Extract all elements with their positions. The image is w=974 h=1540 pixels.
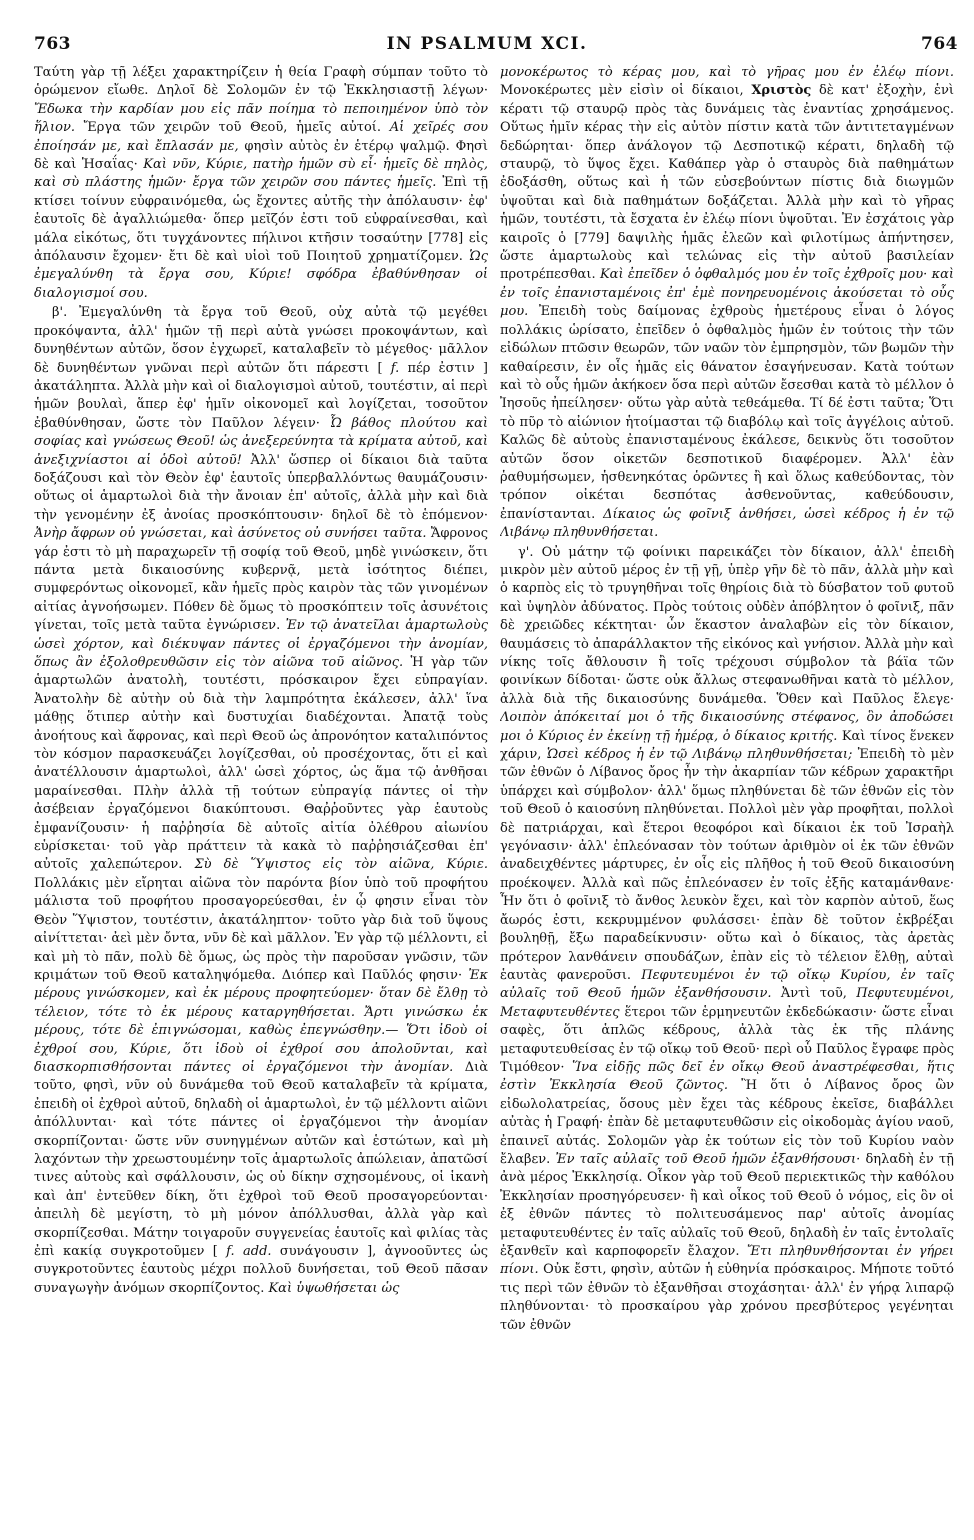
quotation-text: Ὡσεὶ κέδρος ἡ ἐν τῷ Λιβάνῳ πληθυνθήσεται; (546, 747, 853, 763)
page-header (0, 0, 974, 52)
quotation-text: Πεφυτευμένοι ἐν τῷ οἴκῳ Κυρίου, ἐν ταῖς αὐλαῖς τοῦ Θεοῦ ἡμῶν ἐξανθήσουσιν. (500, 967, 954, 1002)
quotation-text: Πεφυτευμένοι, Μεταφυτευθέντες (500, 986, 954, 1020)
body-text: ἕτεροι τῶν ἑρμηνευτῶν ἐκδεδώκασιν· ὥστε εἶναι σαφὲς, ὅτι ἁπλῶς κέδρους, ἀλλὰ τὰς ἐκ τῆς πλάνης μεταφυτευθείσας ἐν τῷ οἴκῳ τοῦ Θεοῦ· περὶ οὗ Παῦλος ἔγραφε πρὸς Τιμόθεον· (500, 1004, 954, 1075)
quotation-text: f. (390, 360, 400, 376)
body-text: γ'. Οὐ μάτην τῷ φοίνικι παρεικάζει τὸν δίκαιον, ἀλλ' ἐπειδὴ μικρὸν μὲν αὐτοῦ μέρος ἐν τῇ γῇ, ὑπὲρ γῆν δὲ τὸ πᾶν, ἀλλὰ μὴν καὶ ὁ καρπὸς εἰς τὸ τρυγηθῆναι τοῖς θηρίοις διὰ τὸ δύσβατον τοῦ φυτοῦ καὶ ὑψηλὸν ἀδύνατος. Πρὸς τούτοις οὐδὲν ἀπόβλητον ὁ φοῖνιξ, πᾶν δὲ χρειῶδες κέκτηται· ὧν ἕκαστον ἀναλαβὼν εἰς τὸν δίκαιον, θαυμάσεις τὸ ἀπαράλλακτον τῆς εἰκόνος καὶ γνήσιον. Ἀλλὰ μὴν καὶ νίκης τοῖς ἄθλουσιν ἢ τοῖς τρέχουσι σύμβολον τὰ βάϊα τῶν φοινίκων δίδοται· ὥστε οὐκ ἄλλως στεφανωθῆναι κατὰ τὸ μέλλον, ἀλλὰ διὰ τῆς δικαιοσύνης δυνάμεθα. Ὅθεν καὶ Παῦλος ἔλεγε· (500, 544, 954, 707)
body-text: φησὶν αὐτὸς ἐν ἑτέρῳ ψαλμῷ. Φησὶ δὲ καὶ Ἡσαΐας· (34, 138, 488, 173)
body-text: Ταύτη γὰρ τῇ λέξει χαρακτηρίζειν ἡ θεία Γραφὴ σύμπαν τοῦτο τὸ ὁρώμενον εἴωθε. Δηλοῖ δὲ Σολομῶν ἐν τῷ Ἐκκλησιαστῇ λέγων· (34, 65, 488, 99)
quotation-text: Ἔτι πληθυνθήσονται ἐν γήρει πίονι. (500, 1244, 954, 1278)
right-page-number: 764 (921, 34, 958, 54)
body-text: Διὰ τοῦτο, φησὶ, νῦν οὐ δυνάμεθα τοῦ Θεοῦ καταλαβεῖν τὰ κρίματα, ἐπειδὴ οἱ ἐχθροὶ αὐτοῦ, δηλαδὴ οἱ ἁμαρτωλοὶ, ἐν τῷ μέλλοντι αἰῶνι ἀπόλλυνται· καὶ τότε πάντες οἱ ἐργαζόμενοι τὴν ἀνομίαν σκορπίζονται· ὥστε νῦν συνηγμένων αὐτῶν καὶ ἑστώτων, καὶ μὴ λαχόντων τὴν χρεωστουμένην τοῖς ἁμαρτωλοῖς ἀπώλειαν, ἀπατῶσί τινες αὐτοὺς καὶ σφάλλουσιν, ὡς οὐ δίκην σχησομένους, οἱ ἱκανὴ καὶ ἀπ' ἐντεῦθεν δίκη, ὅτι ἐχθροὶ τοῦ Θεοῦ προσαγορεύονται· ἀπειλὴ δὲ μεγίστη, τὸ μὴ μόνον ἀπόλλυσθαι, ἀλλὰ γὰρ καὶ σκορπίζεσθαι. Μάτην τοιγαροῦν συγγενείας ἑαυτοῖς καὶ φιλίας τὰς ἐπὶ κακίᾳ συγκροτοῦμεν [ (34, 1059, 488, 1259)
body-text: Οὐκ ἔστι, φησὶν, αὐτῶν ἡ εὐθηνία πρόσκαιρος. Μήποτε τοῦτό τις περὶ τῶν ἐθνῶν τὸ ἐξανθῆσαι στοχάσηται· ἀλλ' ἐν γήρᾳ λιπαρῷ πληθύνονται· τὸ προσκαίρου γὰρ χρόνου πρεσβύτερος γεγένηται τῶν ἐθνῶν (500, 1262, 954, 1333)
paragraph (34, 64, 488, 303)
quotation-text: Ὡς ἐμεγαλύνθη τὰ ἔργα σου, Κύριε! σφόδρα ἐβαθύνθησαν οἱ διαλογισμοί σου. (34, 249, 488, 301)
quotation-text: Δίκαιος ὡς φοῖνιξ ἀνθήσει, ὡσεὶ κέδρος ἡ ἐν τῷ Λιβάνῳ πληθυνθήσεται. (500, 506, 954, 541)
quotation-text: Σὺ δὲ Ὕψιστος εἰς τὸν αἰῶνα, Κύριε. (194, 857, 488, 873)
body-text: Μονοκέρωτες μὲν εἰσὶν οἱ δίκαιοι, (500, 83, 752, 99)
body-text: Καὶ τίνος ἕνεκεν χάριν, (500, 728, 954, 763)
quotation-text: Αἱ χεῖρές σου ἐποίησάν με, καὶ ἔπλασάν με, (34, 120, 488, 154)
quotation-text: Ἀνὴρ ἄφρων οὐ γνώσεται, καὶ ἀσύνετος οὐ συνήσει ταῦτα. (34, 526, 427, 542)
quotation-text: Ἔδωκα τὴν καρδίαν μου εἰς πᾶν ποίημα τὸ πεποιημένον ὑπὸ τὸν ἥλιον. (34, 101, 488, 136)
quotation-text: Ἵνα εἰδῇς πῶς δεῖ ἐν οἴκῳ Θεοῦ ἀναστρέφεσθαι, ἥτις ἐστὶν Ἐκκλησία Θεοῦ ζῶντος. (500, 1059, 954, 1094)
quotation-text: Καὶ νῦν, Κύριε, πατὴρ ἡμῶν σὺ εἶ· ἡμεῖς δὲ πηλὸς, καὶ σὺ πλάστης ἡμῶν· ἔργα τῶν χειρῶν σου πάντες ἡμεῖς. (34, 157, 488, 191)
body-text: δὲ κατ' ἐξοχὴν, ἑνὶ κέρατι τῷ σταυρῷ πρὸς τὰς δυνάμεις τὰς ἐναντίας χρησάμενος. Οὕτως ἡμῖν κέρας τὴν εἰς αὐτὸν πίστιν κατὰ τῶν ἀντιτεταγμένων δεδώρηται· ὅπερ ἀνάλογον τῷ Δεσποτικῷ κέρατι, δηλαδὴ τῷ σταυρῷ, τὸ ὕψος ἔχει. Καθάπερ γὰρ ὁ σταυρὸς διὰ παθημάτων ἐδοξάσθη, οὕτως καὶ ἡ τῶν εὐσεβούντων πίστις διὰ διωγμῶν ὑψοῦται καὶ διὰ παθημάτων δοξάζεται. Ἀλλὰ μὴν καὶ τὸ γῆρας ἡμῶν, τουτέστι, τὰ ἔσχατα ἐν ἐλέῳ πίονι ὑψοῦται. Ἐν ἐσχάτοις γὰρ καιροῖς ὁ [779] δαψιλὴς ἡμᾶς ἐλεῶν καὶ φιλοτίμως ἀπήντησεν, ὥστε ἁμαρτωλοὺς καὶ τελώνας εἰς τὴν αὐτοῦ βασιλείαν προτρέπεσθαι. (500, 83, 954, 283)
body-text: Ἀλλ' ὥσπερ οἱ δίκαιοι διὰ ταῦτα δοξάζουσι καὶ τὸν Θεὸν ἐφ' ἑαυτοῖς ὑπερβαλλόντως θαυμάζουσιν· οὕτως οἱ ἁμαρτωλοὶ διὰ τὴν ἄνοιαν ἐπ' αὐτοῖς, ἀλλὰ μὴν καὶ διὰ τὴν γενομένην ἐξ ἀνοίας προσκόπτουσιν· δηλοῖ δὲ τὸ ἑπόμενον· (34, 452, 488, 523)
quotation-text: f. add. (226, 1244, 272, 1259)
quotation-text: Ὦ βάθος πλούτου καὶ σοφίας καὶ γνώσεως Θεοῦ! ὡς ἀνεξερεύνητα τὰ κρίματα αὐτοῦ, καὶ ἀνεξιχνίαστοι αἱ ὁδοὶ αὐτοῦ! (34, 415, 488, 468)
quotation-text: μονοκέρωτος τὸ κέρας μου, καὶ τὸ γῆρας μου ἐν ἐλέῳ πίονι. (500, 65, 954, 80)
running-title: IN PSALMUM XCI. (386, 34, 588, 54)
right-text-column (500, 64, 954, 1534)
body-text: Ἀντὶ τοῦ, (771, 986, 857, 1002)
emphasis-text: Χριστὸς (751, 83, 812, 99)
body-text: Πολλάκις μὲν εἴρηται αἰῶνα τὸν παρόντα βίον ὑπὸ τοῦ προφήτου μάλιστα τοῦ προφήτου προσαγορεύεσθαι, ἐν ᾧ φησιν εἶναι τὸν Θεὸν Ὕψιστον, τουτέστιν, ἀκατάληπτον· τοῦτο γὰρ διὰ τοῦ ὕψους αἰνίττεται· ἀεὶ μὲν ὄντα, νῦν δὲ καὶ μᾶλλον. Ἐν γὰρ τῷ μέλλοντι, εἰ καὶ μὴ τὸ πᾶν, πολὺ δὲ ὅμως, ὡς πρὸς τὴν παροῦσαν γνῶσιν, τῶν κριμάτων τοῦ Θεοῦ καταληψόμεθα. Διόπερ καὶ Παῦλός φησιν· (34, 875, 488, 983)
left-text-column (34, 64, 488, 1534)
body-text: β'. Ἐμεγαλύνθη τὰ ἔργα τοῦ Θεοῦ, οὐχ αὐτὰ τῷ μεγέθει προκόψαντα, ἀλλ' ἡμῶν τῇ περὶ αὐτὰ γνώσει προκοψάντων, καὶ δυνηθέντων αὐτῶν, ὅσον ἐγχωρεῖ, καταλαβεῖν τὸ μέγεθος· μᾶλλον δὲ δυνηθέντων γνῶναι περὶ αὐτῶν ὅτι πάρεστι [ (34, 305, 488, 376)
quotation-text: Ἄρτι γινώσκω ἐκ μέρους, τότε δὲ ἐπιγνώσομαι, καθὼς ἐπεγνώσθην. (34, 1004, 488, 1039)
quotation-text: Καὶ ἐπεῖδεν ὁ ὀφθαλμός μου ἐν τοῖς ἐχθροῖς μου· καὶ ἐν τοῖς ἐπανισταμένοις ἐπ' ἐμὲ πονηρευομένοις ἀκούσεται τὸ οὖς μου. (500, 267, 954, 320)
body-text: Ἐπειδὴ τοὺς δαίμονας ἐχθροὺς ἡμετέρους εἶναι ὁ λόγος πολλάκις ὡρίσατο, ἐπεῖδεν ὁ ὀφθαλμὸς ἡμῶν ἐν τούτοις τὴν τῶν εἰδώλων πτῶσιν θεωρῶν, τῶν ναῶν τὸν ἐμπρησμὸν, τῶν βωμῶν τὴν καθαίρεσιν, ἐν οἷς ἡμᾶς εἰς θάνατον ἐσαγήνευσαν. Κατὰ τούτων καὶ τὸ οὖς ἡμῶν ἀκήκοεν ὅσα περὶ αὐτῶν ἔσεσθαι κατὰ τὸ μέλλον ὁ Ἰησοῦς ἠπείλησεν· οὕτω γὰρ αὐτὰ τεθεάμεθα. Τί δέ ἐστι ταῦτα; Ὅτι τὸ πῦρ τὸ αἰώνιον ἡτοίμασται τῷ διαβόλῳ καὶ τοῖς ἀγγέλοις αὐτοῦ. Καλῶς δὲ αὐτοὺς ἐπανισταμένους ἐκάλεσε, δεικνὺς ὅτι τοσοῦτον αὐτῶν ὅσον οἰκετῶν δεσποτικοῦ διαφέρομεν. Ἀλλ' ἐὰν ῥαθυμήσωμεν, ἡσθενηκότας ὁρῶντες ἢ καὶ ὅλως καθεύδοντας, τὸν τρόπον οἰκέται δεσπότας ἀσθενοῦντας, καθεύδουσιν, ἐπανίστανται. (500, 304, 954, 522)
body-text: δηλαδὴ ἐν τῇ ἀνὰ μέρος Ἐκκλησίᾳ. Οἶκον γὰρ τοῦ Θεοῦ περιεκτικῶς τὴν καθόλου Ἐκκλησίαν προσηγόρευσεν· ἢ καὶ οἶκος τοῦ Θεοῦ ὁ νόμος, εἰς ὃν οἱ ἐξ ἐθνῶν πάντες τὸ πολιτευσάμενος παρ' αὐτοῖς ἀνομίας μεταφυτευθέντες ἐν ταῖς αὐλαῖς τοῦ Θεοῦ, δηλαδὴ ἐν ταῖς ἐντολαῖς ἐξανθεῖν καὶ καρποφορεῖν ἔλαχον. (500, 1151, 954, 1259)
body-text: — (385, 1023, 407, 1039)
body-text (355, 1005, 365, 1020)
quotation-text: Ἐν τῷ ἀνατεῖλαι ἁμαρτωλοὺς ὡσεὶ χόρτον, καὶ διέκυψαν πάντες οἱ ἐργαζόμενοι τὴν ἀνομίαν, ὅπως ἂν ἐξολοθρευθῶσιν εἰς τὸν αἰῶνα τοῦ αἰῶνος. (34, 618, 488, 670)
body-text: πέρ ἐστιν ] ἀκατάληπτα. Ἀλλὰ μὴν καὶ οἱ διαλογισμοὶ αὐτοῦ, τουτέστιν, αἱ περὶ ἡμῶν βουλαὶ, ἅπερ ἐφ' ἡμῖν οἰκονομεῖ καὶ λογίζεται, τοσοῦτον ἐβαθύνθησαν, ὥστε τὸν Παῦλον λέγειν· (34, 360, 488, 431)
left-page-number: 763 (34, 34, 71, 54)
body-text: Ἔργα τῶν χειρῶν τοῦ Θεοῦ, ἡμεῖς αὐτοί. (75, 120, 390, 136)
body-text: συνάγουσιν ], ἀγνοοῦντες ὡς συγκροτοῦντες ἑαυτοὺς μέχρι πολλοῦ δυνήσεται, τοῦ Θεοῦ πᾶσαν συναγωγὴν ἀνόμων σκορπίζοντος. (34, 1244, 488, 1296)
body-text: Ἐπὶ τῇ κτίσει τοίνυν εὐφραινόμεθα, ὡς ἔχοντες αὐτῆς τὴν ἀπόλαυσιν· ἐφ' ἑαυτοῖς δὲ ἀγαλλιώμεθα· ὅπερ μεῖζόν ἐστι τοῦ εὐφραίνεσθαι, καὶ μάλα εἰκότως, ὅτι τυγχάνοντες πήλινοι κτῆσιν τοσαύτην [778] εἰς ἀπόλαυσιν ἔχομεν· ἔτι δὲ καὶ υἱοὶ τοῦ Ποιητοῦ χρηματίζομεν. (34, 175, 488, 265)
quotation-text: Καὶ ὑψωθήσεται ὡς (268, 1280, 400, 1296)
body-text: Ἐπειδὴ τὸ μὲν τῶν ἐθνῶν ὁ Λίβανος ὄρος ἦν τὴν ἀκαρπίαν τῶν κέδρων χαρακτῆρι ὑπάρχει καὶ σύμβολον· ἀλλ' ὅμως πληθύνεται δὲ τῶν ἐθνῶν εἰς τὸν τοῦ Θεοῦ ὁ καιοσύνη πληθύνεται. Πολλοὶ μὲν γὰρ προφῆται, πολλοὶ δὲ πατριάρχαι, καὶ ἕτεροι θεοφόροι καὶ δίκαιοι ἐκ τοῦ Ἰσραὴλ γεγόνασιν· ἀλλ' ἐπλεόνασαν τὸν τούτων ἀριθμὸν οἱ ἐκ τῶν ἐθνῶν ἀναδειχθέντες μάρτυρες, ἐν οἷς εἰς πλῆθος ἡ τοῦ Θεοῦ δικαιοσύνη προέκοψεν. Ἀλλὰ καὶ πῶς ἐπλεόνασεν ἐν τοῖς ἐξῆς καταμάνθανε· Ἦν ὅτι ὁ φοῖνιξ τὸ ἄνθος λευκὸν ἔχει, καὶ τὸν καρπὸν αὐτοῦ, ἕως ἄωρός ἐστι, κεκρυμμένον φυλάσσει· ἐπὰν δὲ τοῦτον ἐκβρέξαι βουληθῇ, ἔξω παραδείκνυσιν· οὕτω καὶ ὁ δίκαιος, τὰς ἀρετὰς πρότερον λανθάνειν σπουδάζων, ἐπὰν εἰς τὸ τέλειον ἔλθῃ, αὐταὶ ἑαυτὰς φανεροῦσι. (500, 747, 954, 983)
body-text: Ἢ ὅτι ὁ Λίβανος ὄρος ὢν εἰδωλολατρείας, ὅσους μὲν ἔχει τὰς κέδρους ἐκεῖσε, διαβάλλει αὐτὰς ἡ Γραφή· ἐπὰν δὲ μεταφυτευθῶσιν εἰς οἰκοδομὰς ἁγίου ναοῦ, ἐπαινεῖ αὐτάς. Σολομῶν γὰρ ἐκ τούτων εἰς τὸν τοῦ Κυρίου ναὸν ἔλαβεν. (500, 1078, 954, 1167)
paragraph (500, 64, 954, 543)
quotation-text: Ὅτι ἰδοὺ οἱ ἐχθροί σου, Κύριε, ὅτι ἰδοὺ οἱ ἐχθροί σου ἀπολοῦνται, καὶ διασκορπισθήσονται πάντες οἱ ἐργαζόμενοι τὴν ἀνομίαν. (34, 1023, 488, 1075)
quotation-text: Ἐκ μέρους γινώσκομεν, καὶ ἐκ μέρους προφητεύομεν· ὅταν δὲ ἔλθῃ τὸ τέλειον, τότε τὸ ἐκ μέρους καταργηθήσεται. (34, 967, 488, 1020)
paragraph (34, 304, 488, 1298)
body-text: Ἡ γὰρ τῶν ἁμαρτωλῶν ἀνατολὴ, τουτέστι, πρόσκαιρον ἔχει εὐπραγίαν. Ἀνατολὴν δὲ αὐτὴν οὐ διὰ τὴν λαμπρότητα ἐκάλεσεν, ἀλλ' ἵνα μάθῃς ὅτιπερ αὐτὴν καὶ δυστυχίαι διαδέχονται. Ἀπατᾷ τοὺς ἀνοήτους καὶ ἄφρονας, καὶ περὶ Θεοῦ ὡς ἀπρονόητον καταλιπόντος τὸν κόσμον παρασκευάζει λογίζεσθαι, οὐ προσέχοντας, ὅτι εἰ καὶ ἀνατέλλουσιν ἁμαρτωλοὶ, ἀλλ' ὡσεὶ χόρτος, ὡς ἅμα τῷ ἀνθῆσαι μαραίνεσθαι. Πλὴν ἀλλὰ τῇ τούτων εὐπραγίᾳ πάντες οἱ τὴν ἀσέβειαν ἐργαζόμενοι διακύπτουσι. Θαῤῥοῦντες γὰρ ἑαυτοὺς ἐμφανίζουσιν· ἡ παῤῥησία δὲ αὐτοῖς αἰτία ὀλέθρου αἰωνίου εὑρίσκεται· τοῦ γὰρ πράττειν τὰ κακὰ τὸ παῤῥησιάζεσθαι ἐπ' αὐτοῖς χαλεπώτερον. (34, 655, 488, 873)
quotation-text: Λοιπὸν ἀπόκειταί μοι ὁ τῆς δικαιοσύνης στέφανος, ὃν ἀποδώσει μοι ὁ Κύριος ἐν ἐκείνῃ τῇ ἡμέρᾳ, ὁ δίκαιος κριτής. (500, 710, 954, 744)
quotation-text: Ἐν ταῖς αὐλαῖς τοῦ Θεοῦ ἡμῶν ἐξανθήσουσι· (555, 1151, 861, 1167)
paragraph (500, 544, 954, 1335)
body-text: Ἄφρονος γάρ ἐστι τὸ μὴ παραχωρεῖν τῇ σοφίᾳ τοῦ Θεοῦ, μηδὲ γινώσκειν, ὅτι πάντα μετὰ δικαιοσύνης κυβερνᾷ, μετὰ ἰσότητος διέπει, συμφερόντως οἰκονομεῖ, κἂν ἡμεῖς πρὸς καιρὸν τὰς τῶν γινομένων αἰτίας ἀγνοήσωμεν. Πόθεν δὲ ὅμως τὸ προσκόπτειν τοῖς ἀσυνέτοις γίνεται, τοῖς μετὰ ταῦτα ἐγνώρισεν. (34, 526, 488, 634)
